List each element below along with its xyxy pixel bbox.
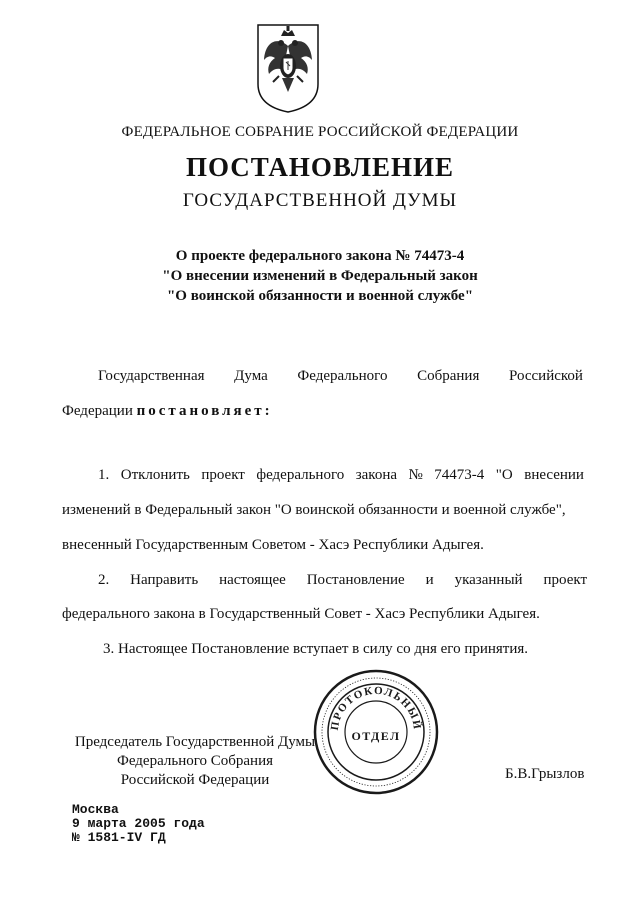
svg-text:ПРОТОКОЛЬНЫЙ (329, 685, 423, 731)
item-2-word: настоящее (219, 572, 286, 588)
item-2-line-1 (98, 572, 587, 589)
item-1-word: закона (355, 467, 398, 483)
registration-block (72, 803, 205, 845)
stamp-ring-text: ПРОТОКОЛЬНЫЙ (328, 684, 424, 732)
official-stamp-icon (312, 668, 440, 796)
item-1-word: "О (495, 467, 513, 483)
resolves-word: постановляет: (136, 403, 273, 419)
preamble-word: Федерального (297, 368, 388, 384)
preamble-word: Государственная (98, 368, 205, 384)
preamble-line-1 (98, 368, 583, 385)
subject-line: О проекте федерального закона № 74473-4 (175, 248, 465, 264)
chairman-line: Российской Федерации (120, 772, 270, 788)
document-title: ПОСТАНОВЛЕНИЕ (185, 152, 455, 182)
item-2-word: Постановление (306, 572, 405, 588)
organization-name: ФЕДЕРАЛЬНОЕ СОБРАНИЕ РОССИЙСКОЙ ФЕДЕРАЦИИ (121, 124, 519, 140)
date: 9 марта 2005 года (72, 816, 205, 831)
item-1-line-3: внесенный Государственным Советом - Хасэ Республики Адыгея. (62, 537, 484, 553)
chairman-line: Федерального Собрания (116, 753, 274, 769)
item-1-word: федерального (256, 467, 345, 483)
item-1-word: 1. (98, 467, 110, 483)
document-number: № 1581-IV ГД (72, 830, 166, 845)
item-2-word: Направить (130, 572, 199, 588)
document-subject (0, 246, 640, 306)
subject-line: "О внесении изменений в Федеральный закон (162, 268, 478, 284)
preamble-word: Российской (509, 368, 583, 384)
item-2-word: 2. (98, 572, 110, 588)
stamp-center-text: ОТДЕЛ (351, 729, 401, 743)
item-1-word: Отклонить (120, 467, 190, 483)
preamble-word: Федерации (62, 403, 133, 419)
preamble-line-2 (62, 403, 273, 420)
item-1-word: № (408, 467, 423, 483)
preamble-word: Дума (234, 368, 268, 384)
item-2-line-2: федерального закона в Государственный Совет - Хасэ Республики Адыгея. (62, 606, 540, 622)
item-2-word: и (425, 572, 434, 588)
city: Москва (72, 802, 119, 817)
item-2-word: проект (543, 572, 587, 588)
item-1-line-1 (98, 467, 584, 484)
item-1-word: проект (201, 467, 245, 483)
item-1-line-2: изменений в Федеральный закон "О воинской обязанности и военной службе", (62, 502, 566, 518)
chairman-title (60, 733, 330, 790)
signer-name: Б.В.Грызлов (505, 766, 585, 782)
item-1-word: 74473-4 (434, 467, 485, 483)
chairman-line: Председатель Государственной Думы (74, 734, 316, 750)
item-2-word: указанный (454, 572, 523, 588)
document-subtitle: ГОСУДАРСТВЕННОЙ ДУМЫ (182, 190, 458, 211)
subject-line: "О воинской обязанности и военной службе" (166, 288, 474, 304)
item-1-word: внесении (524, 467, 584, 483)
preamble-word: Собрания (417, 368, 480, 384)
item-3-line: 3. Настоящее Постановление вступает в силу со дня его принятия. (103, 641, 529, 657)
coat-of-arms-icon (255, 22, 321, 114)
